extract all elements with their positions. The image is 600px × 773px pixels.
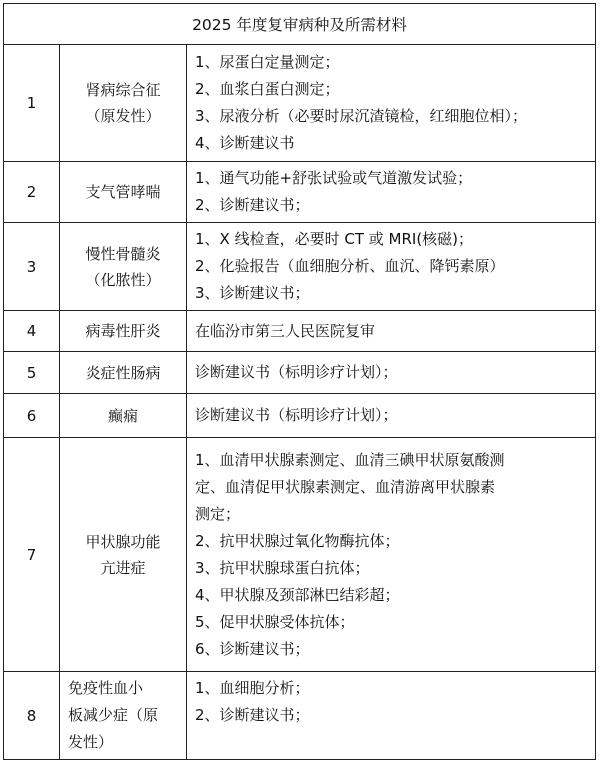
disease-name (60, 352, 187, 394)
disease-name-line: 支气管哮喘 (85, 183, 161, 201)
disease-name-line: （化脓性） (85, 270, 161, 289)
table-row (4, 311, 596, 352)
material-item: 2、诊断建议书； (195, 196, 310, 214)
material-item: 5、促甲状腺受体抗体； (195, 612, 355, 631)
material-item: 1、尿蛋白定量测定； (195, 53, 340, 71)
material-item: 3、抗甲状腺球蛋白抗体； (195, 558, 370, 577)
disease-name (60, 394, 187, 438)
material-item: 2、血浆白蛋白测定； (195, 80, 340, 98)
materials-cell (187, 394, 596, 438)
table-row (4, 352, 596, 394)
title-row (4, 4, 596, 45)
row-number: 1 (4, 45, 60, 162)
material-item: 诊断建议书（标明诊疗计划）； (195, 406, 398, 424)
disease-name-line: 慢性骨髓炎 (85, 244, 161, 263)
material-item: 在临汾市第三人民医院复审 (195, 321, 376, 340)
disease-name (60, 223, 187, 311)
disease-name-line: 甲状腺功能 (85, 532, 161, 551)
disease-name (60, 438, 187, 672)
table-row (4, 438, 596, 672)
disease-name (60, 45, 187, 162)
material-item: 1、血细胞分析； (195, 679, 310, 697)
materials-cell (187, 223, 596, 311)
disease-name-line: 板减少症（原 (68, 706, 159, 724)
disease-name-line: 亢进症 (100, 558, 146, 577)
disease-name-line: 肾病综合征 (85, 81, 161, 99)
material-item: 2、抗甲状腺过氧化物酶抗体； (195, 531, 400, 550)
disease-name (60, 672, 187, 760)
material-item: 1、X 线检查，必要时 CT 或 MRI(核磁)； (195, 230, 474, 248)
material-item: 测定； (195, 504, 241, 523)
material-item: 2、诊断建议书； (195, 706, 310, 724)
disease-name (60, 162, 187, 223)
material-item: 3、尿液分析（必要时尿沉渣镜检，红细胞位相）； (195, 107, 528, 125)
materials-cell (187, 352, 596, 394)
row-number: 4 (4, 311, 60, 352)
disease-name-line: 发性） (68, 733, 114, 751)
materials-cell (187, 438, 596, 672)
disease-name-line: 病毒性肝炎 (85, 322, 161, 340)
table-row (4, 672, 596, 760)
table-row (4, 45, 596, 162)
materials-cell (187, 672, 596, 760)
material-item: 6、诊断建议书； (195, 639, 310, 658)
row-number: 7 (4, 438, 60, 672)
materials-cell (187, 45, 596, 162)
materials-cell (187, 311, 596, 352)
disease-name-line: （原发性） (85, 107, 161, 125)
material-item: 定、血清促甲状腺素测定、血清游离甲状腺素 (195, 477, 496, 496)
disease-materials-table (3, 3, 596, 760)
table-row (4, 394, 596, 438)
table-row (4, 223, 596, 311)
row-number: 6 (4, 394, 60, 438)
disease-name-line: 癫痫 (107, 406, 138, 425)
disease-name-line: 免疫性血小 (68, 679, 144, 697)
table-title: 2025 年度复审病种及所需材料 (4, 4, 596, 45)
table-row (4, 162, 596, 223)
material-item: 3、诊断建议书； (195, 284, 310, 302)
material-item: 诊断建议书（标明诊疗计划）； (195, 363, 398, 381)
material-item: 4、甲状腺及颈部淋巴结彩超； (195, 585, 400, 604)
row-number: 8 (4, 672, 60, 760)
material-item: 1、通气功能+舒张试验或气道激发试验； (195, 169, 473, 187)
row-number: 5 (4, 352, 60, 394)
material-item: 2、化验报告（血细胞分析、血沉、降钙素原） (195, 257, 505, 275)
row-number: 3 (4, 223, 60, 311)
material-item: 4、诊断建议书 (195, 134, 295, 152)
disease-name (60, 311, 187, 352)
disease-name-line: 炎症性肠病 (85, 363, 161, 382)
material-item: 1、血清甲状腺素测定、血清三碘甲状原氨酸测 (195, 450, 505, 469)
materials-cell (187, 162, 596, 223)
row-number: 2 (4, 162, 60, 223)
